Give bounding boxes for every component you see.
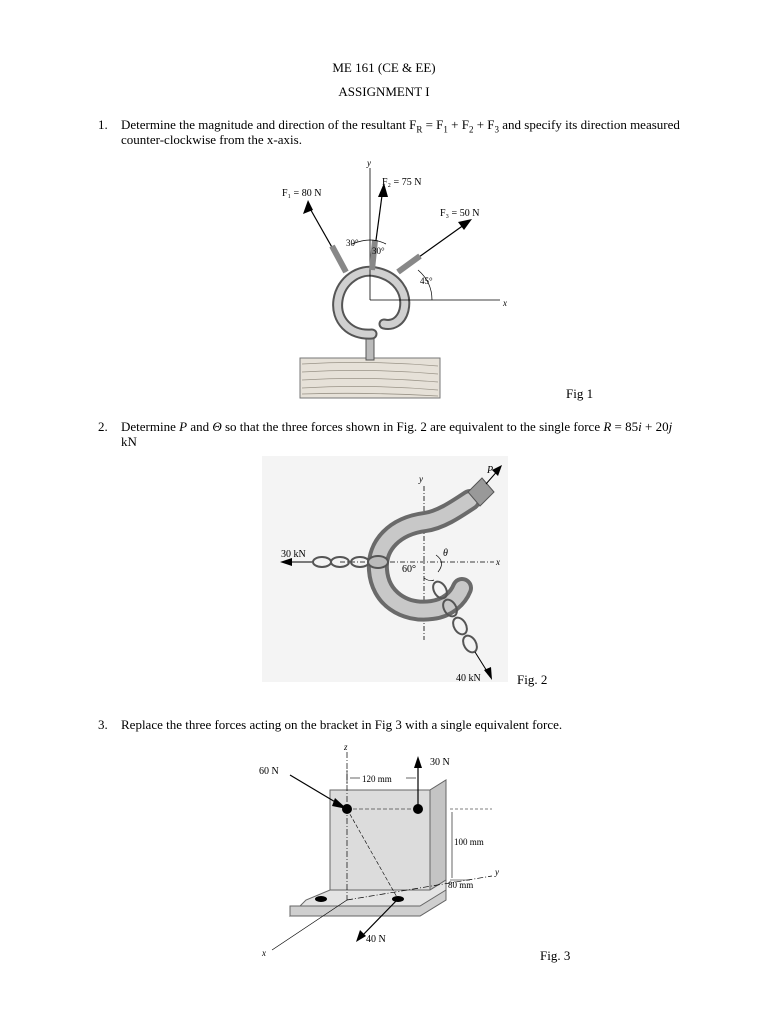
fig3-z-axis-label: z bbox=[344, 742, 348, 752]
fig3-caption: Fig. 3 bbox=[540, 948, 571, 963]
course-title: ME 161 (CE & EE) bbox=[332, 60, 436, 75]
fig2-angle-label: 60° bbox=[402, 564, 416, 575]
fig1-f2-label: F₂ = 75 N bbox=[382, 177, 422, 188]
question-2-unit: kN bbox=[121, 434, 137, 449]
fig2-theta-label: θ bbox=[443, 548, 448, 559]
fig2-x-axis-label: x bbox=[496, 557, 500, 567]
question-1-text-line2: counter-clockwise from the x-axis. bbox=[121, 132, 302, 147]
fig1-y-axis-label: y bbox=[367, 158, 371, 168]
question-1-text: Determine the magnitude and direction of the resultant $F_R = F_1 + F_2 + F_3$ and specify its direction measured bbox=[121, 117, 680, 135]
question-1-number: 1. bbox=[98, 117, 108, 132]
fig3-40n-label: 40 N bbox=[366, 934, 386, 945]
fig2-y-axis-label: y bbox=[419, 474, 423, 484]
fig3-x-axis-label: x bbox=[262, 948, 266, 958]
fig1-x-axis-label: x bbox=[503, 298, 507, 308]
fig1-caption: Fig 1 bbox=[566, 386, 594, 401]
fig2-30kn-label: 30 kN bbox=[281, 549, 306, 560]
fig2-p-label: P bbox=[487, 465, 494, 476]
fig2-40kn-label: 40 kN bbox=[456, 673, 481, 684]
question-2-number: 2. bbox=[98, 419, 108, 434]
bracket bbox=[290, 780, 446, 916]
fig3-100mm-label: 100 mm bbox=[454, 837, 484, 847]
fig3-120mm-label: 120 mm bbox=[362, 774, 392, 784]
fig1-f3-label: F₃ = 50 N bbox=[440, 208, 480, 219]
assignment-title: ASSIGNMENT I bbox=[338, 84, 430, 99]
fig1-angle-b: 30° bbox=[372, 246, 385, 256]
fig1-f1-label: F₁ = 80 N bbox=[282, 188, 322, 199]
fig3-60n-label: 60 N bbox=[259, 766, 279, 777]
question-3-number: 3. bbox=[98, 717, 108, 732]
fig3-80mm-label: 80 mm bbox=[448, 880, 474, 890]
fig1-angle-a: 30° bbox=[346, 238, 359, 248]
fig2-caption: Fig. 2 bbox=[517, 672, 548, 687]
question-3-text: Replace the three forces acting on the bracket in Fig 3 with a single equivalent force. bbox=[121, 717, 563, 732]
fig3-y-axis-label: y bbox=[495, 867, 499, 877]
fig1-angle-c: 45° bbox=[420, 276, 433, 286]
fig3-30n-label: 30 N bbox=[430, 757, 450, 768]
question-2-text: Determine P and Θ so that the three forces shown in Fig. 2 are equivalent to the single force R = 85i + 20j bbox=[121, 419, 673, 434]
